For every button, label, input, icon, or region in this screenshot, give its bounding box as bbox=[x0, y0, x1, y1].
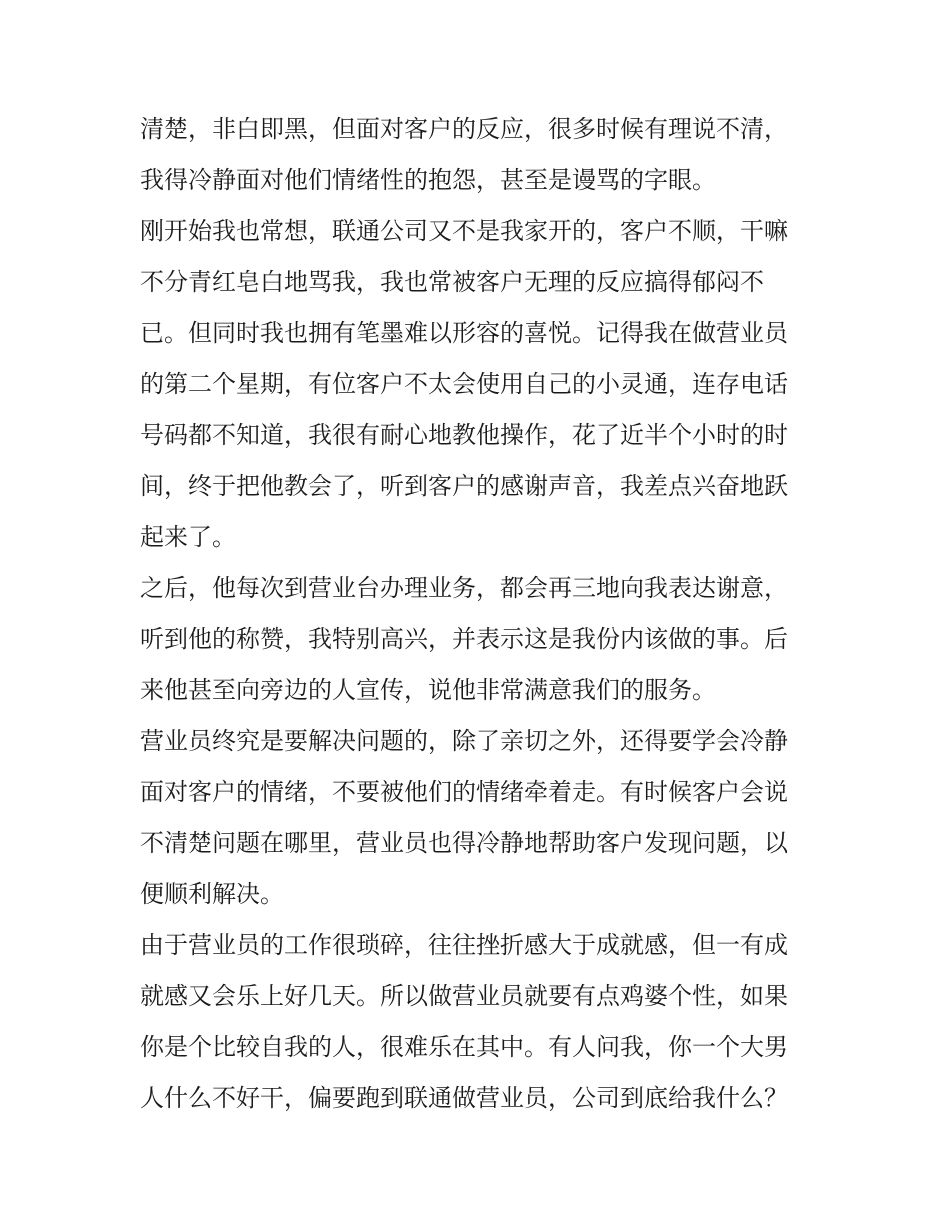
text-line: 起来了。 bbox=[140, 523, 236, 551]
text-line: 我得冷静面对他们情绪性的抱怨，甚至是谩骂的字眼。 bbox=[140, 166, 716, 194]
text-line: 便顺利解决。 bbox=[140, 880, 284, 908]
text-line: 不清楚问题在哪里，营业员也得冷静地帮助客户发现问题，以 bbox=[140, 829, 788, 857]
text-line: 来他甚至向旁边的人宣传，说他非常满意我们的服务。 bbox=[140, 676, 716, 704]
text-line: 营业员终究是要解决问题的，除了亲切之外，还得要学会冷静 bbox=[140, 727, 788, 755]
text-line: 刚开始我也常想，联通公司又不是我家开的，客户不顺，干嘛 bbox=[140, 217, 788, 245]
text-line: 你是个比较自我的人，很难乐在其中。有人问我，你一个大男 bbox=[140, 1033, 788, 1061]
text-line: 听到他的称赞，我特别高兴，并表示这是我份内该做的事。后 bbox=[140, 625, 788, 653]
text-line: 就感又会乐上好几天。所以做营业员就要有点鸡婆个性，如果 bbox=[140, 982, 788, 1010]
text-line: 之后，他每次到营业台办理业务，都会再三地向我表达谢意， bbox=[140, 574, 788, 602]
document-body bbox=[140, 104, 820, 1124]
text-line: 号码都不知道，我很有耐心地教他操作，花了近半个小时的时 bbox=[140, 421, 788, 449]
text-line: 清楚，非白即黑，但面对客户的反应，很多时候有理说不清， bbox=[140, 115, 788, 143]
text-line: 已。但同时我也拥有笔墨难以形容的喜悦。记得我在做营业员 bbox=[140, 319, 788, 347]
text-line: 人什么不好干，偏要跑到联通做营业员，公司到底给我什么？ bbox=[140, 1084, 788, 1112]
text-line: 的第二个星期，有位客户不太会使用自己的小灵通，连存电话 bbox=[140, 370, 788, 398]
text-line: 面对客户的情绪，不要被他们的情绪牵着走。有时候客户会说 bbox=[140, 778, 788, 806]
text-line: 间，终于把他教会了，听到客户的感谢声音，我差点兴奋地跃 bbox=[140, 472, 788, 500]
text-line: 不分青红皂白地骂我，我也常被客户无理的反应搞得郁闷不 bbox=[140, 268, 764, 296]
text-line: 由于营业员的工作很琐碎，往往挫折感大于成就感，但一有成 bbox=[140, 931, 788, 959]
